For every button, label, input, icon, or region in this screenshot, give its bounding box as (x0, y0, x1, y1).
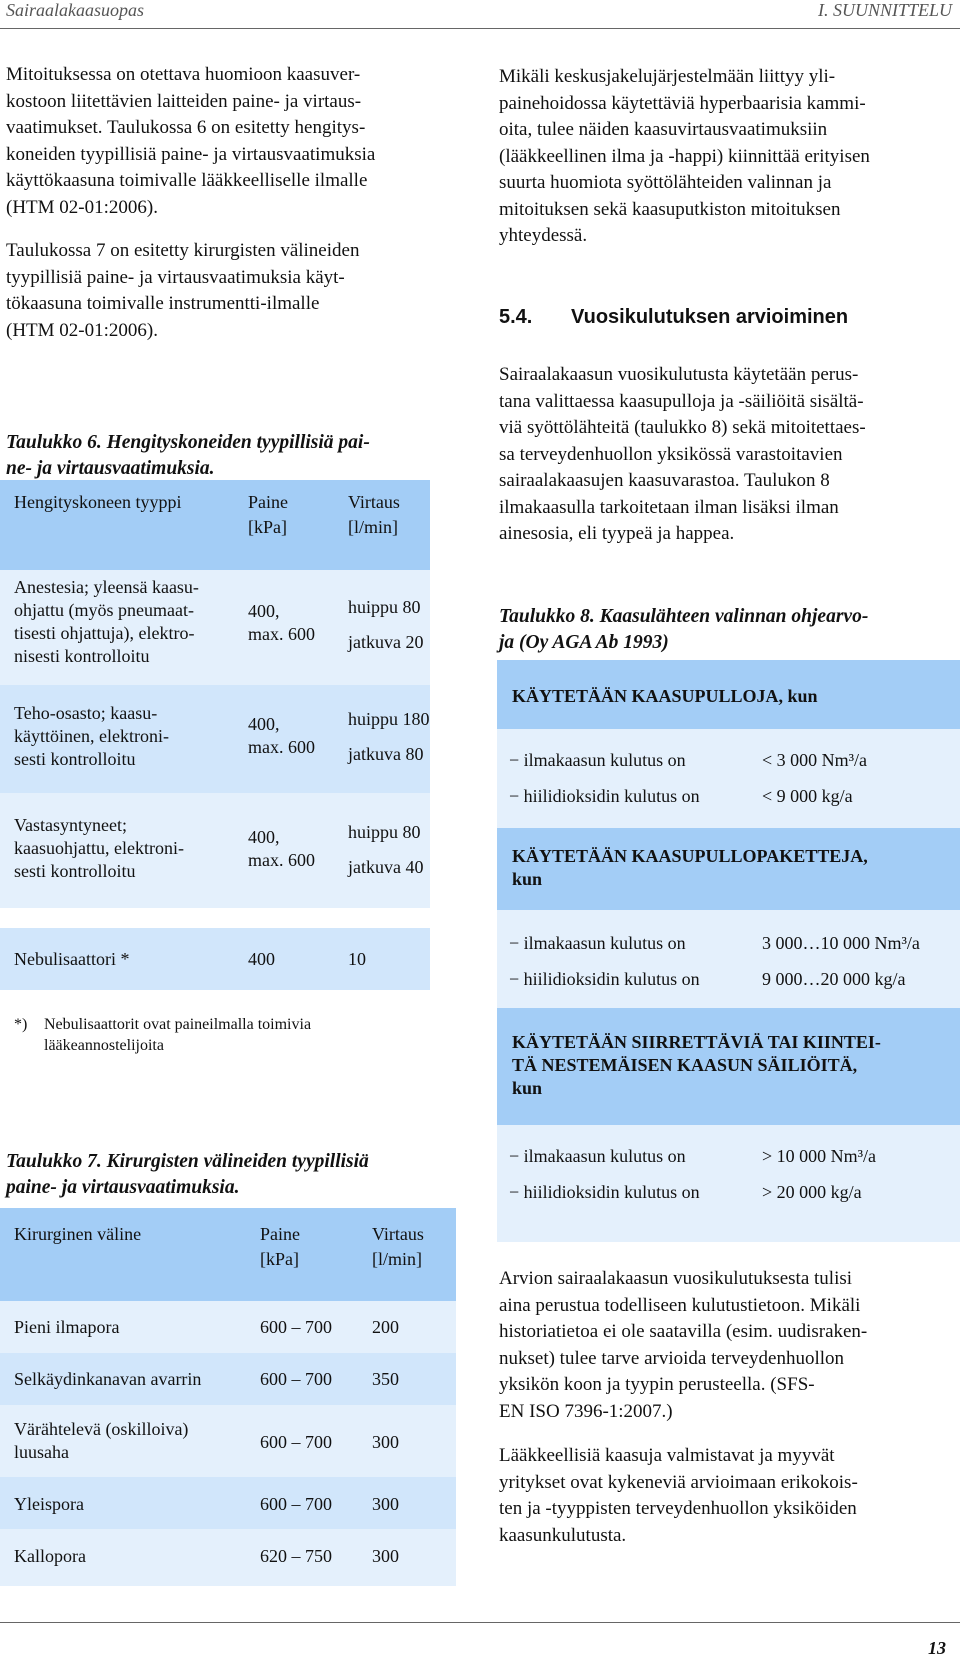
table6-footnote: Nebulisaattorit ovat paineilmalla toimivia lääkeannostelijoita (44, 1016, 312, 1054)
table8-section-heading: KÄYTETÄÄN KAASUPULLOJA, kun (497, 660, 960, 729)
text-line: Mitoituksessa on otettava huomioon kaasuver- (6, 64, 361, 85)
table6-cell-pressure: 400 (248, 949, 275, 969)
text-line: koneiden tyypillisiä paine- ja virtausvaatimuksia (6, 143, 376, 165)
table7-cell-pressure: 600 – 700 (260, 1432, 332, 1452)
table7-cell-tool: Kallopora (14, 1546, 86, 1566)
table6-cell-pressure: 400, max. 600 (248, 714, 315, 757)
table7-header-row (0, 1208, 456, 1301)
table6-header-type: Hengityskoneen tyyppi (14, 492, 182, 512)
table8 (497, 660, 960, 1242)
text-line: oita, tulee näiden kaasuvirtausvaatimuksiin (499, 119, 828, 140)
text-line: Arvion sairaalakaasun vuosikulutuksesta tulisi (499, 1268, 853, 1289)
text-line: suurta huomiota syöttölähteiden valinnan ja (499, 172, 832, 193)
table6-caption (6, 430, 430, 482)
table-row (0, 793, 430, 908)
table7-cell-pressure: 620 – 750 (260, 1546, 332, 1566)
table6-cell-type: Vastasyntyneet; kaasuohjattu, elektroni- sesti kontrolloitu (14, 815, 184, 881)
text-line: ten ja -tyyppisten terveydenhuollon yksiköiden (499, 1498, 857, 1519)
table6-cell-flow: huippu 80 jatkuva 20 (348, 597, 424, 652)
section-title: Vuosikulutuksen arvioiminen (571, 306, 849, 328)
table-row (0, 1477, 456, 1529)
text-line: nukset) tulee tarve arvioida terveydenhuollon (499, 1347, 845, 1369)
caption-line: ja (Oy AGA Ab 1993) (499, 632, 669, 653)
table8-row-label: − ilmakaasun kulutus on (509, 1146, 686, 1166)
table7-cell-pressure: 600 – 700 (260, 1369, 332, 1389)
caption-line: Taulukko 7. Kirurgisten välineiden tyypillisiä (6, 1151, 369, 1172)
running-header-right: I. SUUNNITTELU (817, 0, 952, 20)
table7-cell-flow: 300 (372, 1494, 399, 1514)
text-line: EN ISO 7396-1:2007.) (499, 1400, 673, 1422)
right-paragraph-4 (499, 1443, 947, 1549)
text-line: Taulukossa 7 on esitetty kirurgisten välineiden (6, 240, 360, 261)
text-line: käyttökaasuna toimivalle lääkkeelliselle ilmalle (6, 170, 368, 191)
text-line: yhteydessä. (499, 225, 588, 246)
table8-section-heading: KÄYTETÄÄN SIIRRETTÄVIÄ TAI KIINTEI- TÄ NESTEMÄISEN KAASUN SÄILIÖITÄ, kun (497, 1008, 960, 1125)
table7-cell-flow: 350 (372, 1369, 399, 1389)
left-paragraph-1 (6, 62, 430, 221)
text-line: tökaasuna toimivalle instrumentti-ilmalle (6, 293, 320, 314)
table6-cell-flow: 10 (348, 949, 366, 969)
table7-cell-flow: 300 (372, 1432, 399, 1452)
text-line: (HTM 02-01:2006). (6, 196, 158, 218)
text-line: yksikön koon ja tyypin perusteella. (SFS- (499, 1374, 815, 1395)
table8-row-value: < 9 000 kg/a (762, 786, 853, 806)
table6-header-pressure: Paine [kPa] (248, 492, 288, 537)
table8-row-label: − hiilidioksidin kulutus on (509, 1182, 700, 1202)
text-line: Sairaalakaasun vuosikulutusta käytetään perus- (499, 364, 859, 385)
table6-header-row (0, 480, 430, 570)
text-line: kostoon liitettävien laitteiden paine- ja virtaus- (6, 90, 362, 112)
table8-row-label: − hiilidioksidin kulutus on (509, 969, 700, 989)
caption-line: Taulukko 8. Kaasulähteen valinnan ohjearvo- (499, 606, 869, 627)
text-line: vaatimukset. Taulukossa 6 on esitetty hengitys- (6, 117, 366, 138)
table7 (0, 1208, 456, 1565)
table7-header-pressure: Paine [kPa] (260, 1224, 300, 1269)
text-line: ilmakaasulla tarkoitetaan ilman lisäksi ilman (499, 496, 839, 518)
table8-section-heading: KÄYTETÄÄN KAASUPULLOPAKETTEJA, kun (497, 828, 960, 910)
table7-cell-pressure: 600 – 700 (260, 1317, 332, 1337)
table-row (0, 1405, 456, 1477)
text-line: kaasunkulutusta. (499, 1524, 627, 1546)
table8-row-value: < 3 000 Nm³/a (762, 750, 868, 770)
table7-cell-tool: Selkäydinkanavan avarrin (14, 1369, 202, 1389)
table8-row-label: − ilmakaasun kulutus on (509, 750, 686, 770)
table8-row-label: − ilmakaasun kulutus on (509, 933, 686, 953)
caption-line: paine- ja virtausvaatimuksia. (6, 1177, 240, 1198)
table7-cell-tool: Yleispora (14, 1494, 84, 1514)
table7-cell-tool: Värähtelevä (oskilloiva) luusaha (14, 1419, 189, 1462)
table8-row-value: 3 000…10 000 Nm³/a (762, 933, 920, 953)
page-number: 13 (928, 1638, 946, 1658)
caption-line: ne- ja virtausvaatimuksia. (6, 458, 215, 479)
text-line: mitoituksen sekä kaasuputkiston mitoituksen (499, 198, 841, 220)
text-line: aina perustua todelliseen kulutustietoon. Mikäli (499, 1294, 861, 1316)
table-row (0, 685, 430, 793)
text-line: tana valittaessa kaasupulloja ja -säiliöitä sisältä- (499, 390, 864, 412)
table8-section-body (497, 729, 960, 828)
text-line: ainesosia, eli tyypeä ja happea. (499, 523, 735, 544)
left-paragraph-2 (6, 238, 430, 344)
table6-cell-flow: huippu 80 jatkuva 40 (348, 822, 424, 877)
table6-cell-flow: huippu 180 jatkuva 80 (348, 709, 430, 764)
text-line: historiatietoa ei ole saatavilla (esim. uudisraken- (499, 1321, 868, 1342)
text-line: painehoidossa käytettäviä hyperbaarisia kammi- (499, 92, 866, 114)
table-row (0, 570, 430, 685)
text-line: tyypillisiä paine- ja virtausvaatimuksia käyt- (6, 266, 345, 288)
text-line: Lääkkeellisiä kaasuja valmistavat ja myyvät (499, 1445, 835, 1466)
table8-row-label: − hiilidioksidin kulutus on (509, 786, 700, 806)
running-header-left: Sairaalakaasuopas (6, 0, 145, 20)
text-line: (lääkkeellinen ilma ja -happi) kiinnittää erityisen (499, 145, 870, 167)
table8-caption (499, 604, 947, 656)
table6-header-flow: Virtaus [l/min] (348, 492, 400, 537)
table8-row-value: 9 000…20 000 kg/a (762, 969, 906, 989)
table-row (0, 1353, 456, 1405)
caption-line: Taulukko 6. Hengityskoneiden tyypillisiä pai- (6, 432, 370, 453)
text-line: sairaalakaasujen kaasuvarastoa. Taulukon 8 (499, 470, 830, 491)
right-paragraph-3 (499, 1266, 947, 1425)
footer-rule (0, 1622, 960, 1623)
table6-cell-type: Anestesia; yleensä kaasu- ohjattu (myös pneumaat- tisesti ohjattuja), elektro- nisesti kontrolloitu (14, 577, 199, 666)
table6-footnote-mark: *) (14, 1016, 28, 1033)
text-line: Mikäli keskusjakelujärjestelmään liittyy yli- (499, 66, 836, 87)
table6-cell-type: Teho-osasto; kaasu- käyttöinen, elektroni- sesti kontrolloitu (14, 703, 169, 769)
right-paragraph-2 (499, 362, 947, 548)
table-row (0, 1529, 456, 1586)
table7-cell-flow: 200 (372, 1317, 399, 1337)
table7-cell-pressure: 600 – 700 (260, 1494, 332, 1514)
text-line: sa terveydenhuollon yksikössä varastoitavien (499, 443, 843, 465)
text-line: yritykset ovat kykeneviä arvioimaan erikokois- (499, 1471, 858, 1493)
header-rule (0, 28, 960, 29)
table8-section-body (497, 1125, 960, 1242)
table7-cell-flow: 300 (372, 1546, 399, 1566)
table7-header-tool: Kirurginen väline (14, 1224, 142, 1244)
table7-caption (6, 1149, 430, 1201)
table8-row-value: > 10 000 Nm³/a (762, 1146, 877, 1166)
table6-cell-type: Nebulisaattori * (14, 949, 130, 969)
table8-row-value: > 20 000 kg/a (762, 1182, 862, 1202)
right-paragraph-1 (499, 64, 947, 250)
table6-cell-pressure: 400, max. 600 (248, 827, 315, 870)
table7-cell-tool: Pieni ilmapora (14, 1317, 120, 1337)
text-line: viä syöttölähteitä (taulukko 8) sekä mitoitettaes- (499, 417, 866, 438)
table6-cell-pressure: 400, max. 600 (248, 601, 315, 644)
table8-section-body (497, 910, 960, 1008)
table-row (0, 1301, 456, 1353)
table6 (0, 480, 430, 990)
section-number: 5.4. (499, 306, 533, 328)
table7-header-flow: Virtaus [l/min] (372, 1224, 424, 1269)
text-line: (HTM 02-01:2006). (6, 319, 158, 341)
table-row (0, 928, 430, 990)
